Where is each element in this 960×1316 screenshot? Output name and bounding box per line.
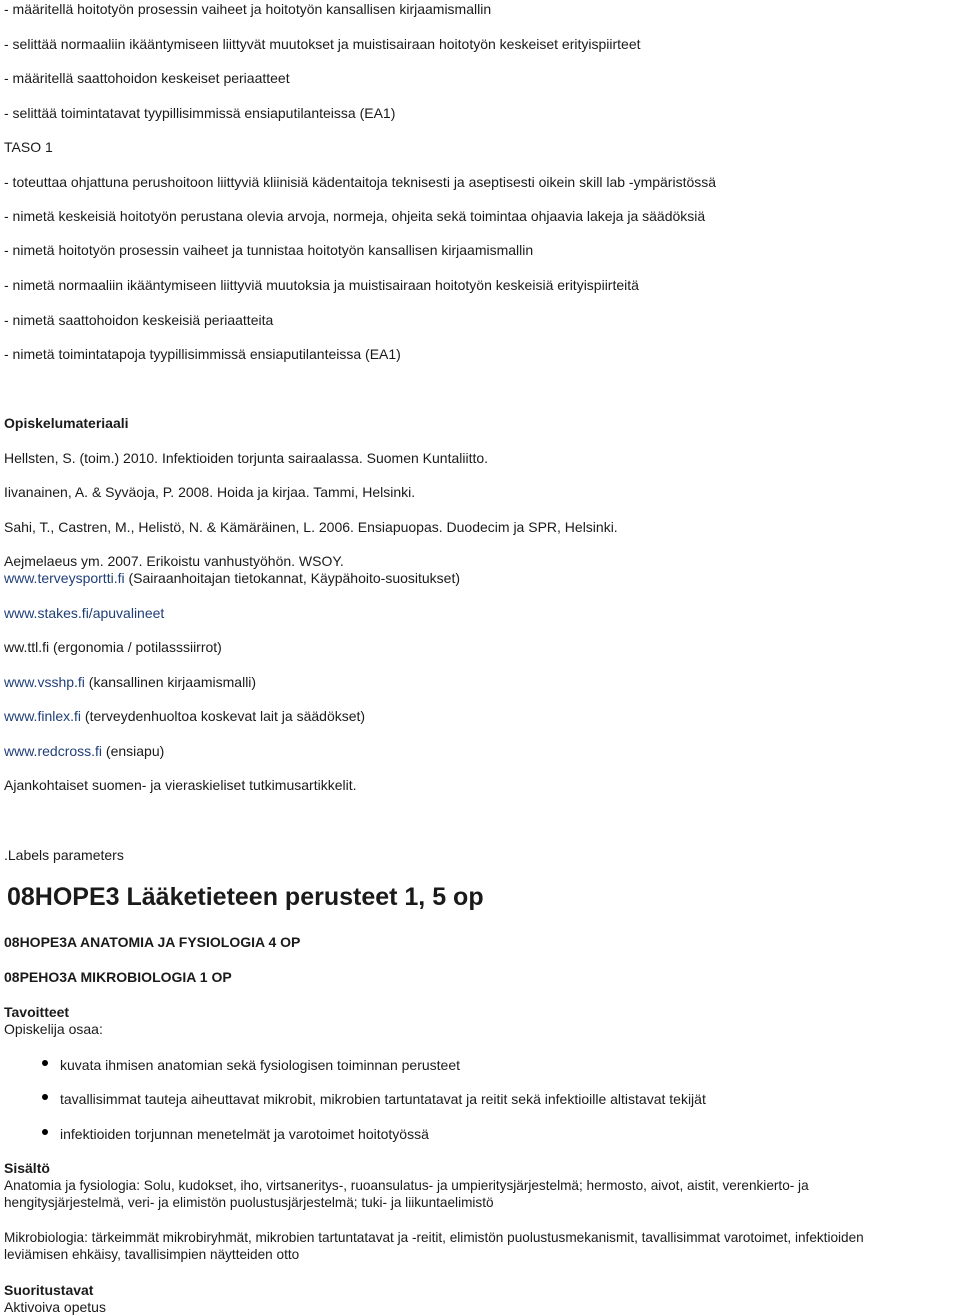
link-description: (ergonomia / potilasssiirrot) [49,639,222,655]
link-domain[interactable]: vsshp.fi [37,674,85,690]
course-title: 08HOPE3 Lääketieteen perusteet 1, 5 op [7,883,484,911]
level-heading: TASO 1 [4,139,53,155]
level-item: - nimetä keskeisiä hoitotyön perustana olevia arvoja, normeja, ohjeita sekä toimintaa ohjaavia lakeja ja säädöksiä [4,208,706,224]
bullet-icon [42,1094,48,1100]
level-item: - nimetä normaaliin ikääntymiseen liittyviä muutoksia ja muistisairaan hoitotyön keskeisiä erityispiirteitä [4,277,639,293]
reference-item: Hellsten, S. (toim.) 2010. Infektioiden torjunta sairaalassa. Suomen Kuntaliitto. [4,450,489,466]
link-prefix[interactable]: www. [4,674,38,690]
link-item[interactable] [4,742,164,760]
link-domain[interactable]: redcross.fi [37,743,103,759]
course-subtitle-microbiology: 08PEHO3A MIKROBIOLOGIA 1 OP [4,969,232,985]
content-anatomy: Anatomia ja fysiologia: Solu, kudokset, iho, virtsaneritys-, ruoansulatus- ja umpieritysjärjestelmä; hermosto, aivot, aistit, verenkierto- ja [4,1178,809,1193]
link-domain[interactable]: stakes.fi/apuvalineet [37,605,165,621]
goals-heading: Tavoitteet [4,1004,70,1020]
content-microbiology: leviämisen ehkäisy, tavallisimpien näytteiden otto [4,1247,300,1262]
level-item: - nimetä toimintatapoja tyypillisimmissä ensiaputilanteissa (EA1) [4,346,401,362]
link-item[interactable] [4,673,256,691]
course-subtitle-anatomy: 08HOPE3A ANATOMIA JA FYSIOLOGIA 4 OP [4,934,301,950]
link-item[interactable] [4,569,460,587]
link-description: (Sairaanhoitajan tietokannat, Käypähoito-suositukset) [124,570,461,586]
methods-heading: Suoritustavat [4,1282,94,1298]
link-prefix[interactable]: www. [4,743,38,759]
link-prefix[interactable]: ww.ttl.fi [4,639,50,655]
reference-item: Aejmelaeus ym. 2007. Erikoistu vanhustyöhön. WSOY. [4,553,344,569]
content-heading: Sisältö [4,1160,50,1176]
link-domain[interactable]: finlex.fi [37,708,82,724]
objective-item: - selittää normaaliin ikääntymiseen liittyvät muutokset ja muistisairaan hoitotyön keskeiset erityispiirteet [4,36,641,52]
link-item[interactable] [4,638,222,656]
content-microbiology: Mikrobiologia: tärkeimmät mikrobiryhmät, mikrobien tartuntatavat ja -reitit, elimistön puolustusmekanismit, tavallisimmat varotoimet, infektioiden [4,1230,864,1245]
current-articles: Ajankohtaiset suomen- ja vieraskieliset tutkimusartikkelit. [4,777,357,793]
goal-item: kuvata ihmisen anatomian sekä fysiologisen toiminnan perusteet [60,1057,461,1073]
link-item[interactable] [4,604,164,622]
link-prefix[interactable]: www. [4,605,38,621]
link-prefix[interactable]: www. [4,708,38,724]
link-item[interactable] [4,707,365,725]
objective-item: - selittää toimintatavat tyypillisimmissä ensiaputilanteissa (EA1) [4,105,396,121]
content-anatomy: hengitysjärjestelmä, veri- ja elimistön puolustusjärjestelmä; tuki- ja liikuntaelimistö [4,1195,494,1210]
goal-item: tavallisimmat tauteja aiheuttavat mikrobit, mikrobien tartuntatavat ja reitit sekä infektioille altistavat tekijät [60,1091,706,1107]
link-description: (ensiapu) [102,743,165,759]
bullet-icon [42,1129,48,1135]
bullet-icon [42,1060,48,1066]
goal-item: infektioiden torjunnan menetelmät ja varotoimet hoitotyössä [60,1126,429,1142]
objective-item: - määritellä hoitotyön prosessin vaiheet ja hoitotyön kansallisen kirjaamismallin [4,1,492,17]
link-description: (terveydenhuoltoa koskevat lait ja säädökset) [81,708,366,724]
level-item: - toteuttaa ohjattuna perushoitoon liittyviä kliinisiä kädentaitoja teknisesti ja aseptisesti oikein skill lab -ympäristössä [4,174,717,190]
reference-item: Sahi, T., Castren, M., Helistö, N. & Kämäräinen, L. 2006. Ensiapuopas. Duodecim ja SPR, Helsinki. [4,519,618,535]
goals-intro: Opiskelija osaa: [4,1021,103,1037]
objective-item: - määritellä saattohoidon keskeiset periaatteet [4,70,290,86]
link-domain[interactable]: terveysportti.fi [37,570,125,586]
level-item: - nimetä hoitotyön prosessin vaiheet ja tunnistaa hoitotyön kansallisen kirjaamismallin [4,242,534,258]
materials-heading: Opiskelumateriaali [4,415,129,431]
reference-item: Iivanainen, A. & Syväoja, P. 2008. Hoida ja kirjaa. Tammi, Helsinki. [4,484,416,500]
link-prefix[interactable]: www. [4,570,38,586]
link-description: (kansallinen kirjaamismalli) [84,674,257,690]
labels-parameters: .Labels parameters [4,847,124,863]
level-item: - nimetä saattohoidon keskeisiä periaatteita [4,312,274,328]
methods-text: Aktivoiva opetus [4,1299,106,1315]
